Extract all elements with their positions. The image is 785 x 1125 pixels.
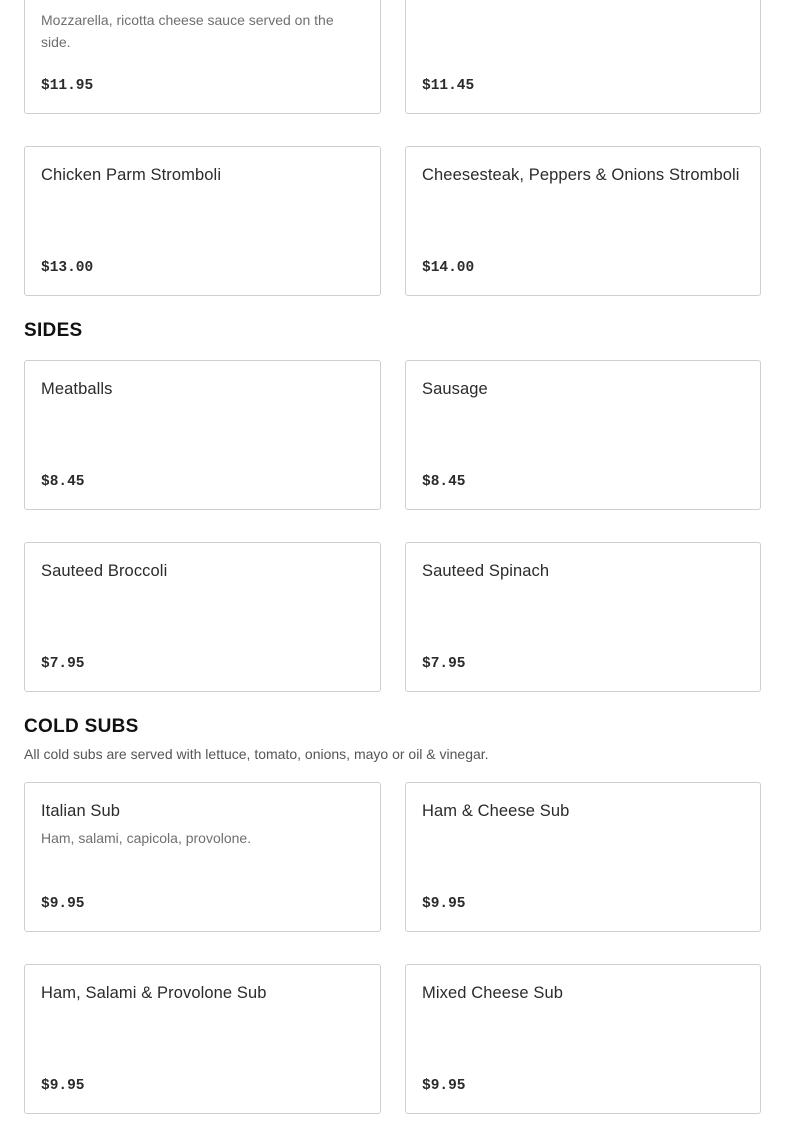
- menu-item-card[interactable]: [24, 964, 381, 1114]
- menu-item-card[interactable]: [24, 542, 381, 692]
- menu-item-card[interactable]: [24, 0, 381, 114]
- item-name: Meatballs: [41, 380, 113, 398]
- item-price: $9.95: [422, 1078, 466, 1094]
- item-price: $8.45: [422, 474, 466, 490]
- menu-item-card[interactable]: [24, 782, 381, 932]
- item-price: $7.95: [41, 656, 85, 672]
- menu-item-card[interactable]: [24, 360, 381, 510]
- item-price: $9.95: [41, 896, 85, 912]
- item-name: Ham & Cheese Sub: [422, 802, 570, 820]
- item-price: $9.95: [41, 1078, 85, 1094]
- item-price: $14.00: [422, 260, 475, 276]
- section-note: All cold subs are served with lettuce, tomato, onions, mayo or oil & vinegar.: [24, 746, 489, 762]
- menu-item-card[interactable]: [405, 0, 761, 114]
- item-name: Ham, Salami & Provolone Sub: [41, 984, 267, 1002]
- menu-item-card[interactable]: [405, 360, 761, 510]
- menu-item-card[interactable]: [405, 782, 761, 932]
- item-name: Cheesesteak, Peppers & Onions Stromboli: [422, 166, 740, 184]
- menu-item-card[interactable]: [405, 542, 761, 692]
- item-name: Mixed Cheese Sub: [422, 984, 564, 1002]
- item-price: $13.00: [41, 260, 94, 276]
- section-title-sides: SIDES: [24, 320, 83, 341]
- item-name: Sauteed Spinach: [422, 562, 550, 580]
- item-description: Mozzarella, ricotta cheese sauce served on the side.: [41, 12, 334, 50]
- item-price: $8.45: [41, 474, 85, 490]
- item-name: Sauteed Broccoli: [41, 562, 168, 580]
- item-name: Chicken Parm Stromboli: [41, 166, 222, 184]
- menu-item-card[interactable]: [405, 146, 761, 296]
- menu-item-card[interactable]: [24, 146, 381, 296]
- item-description: Ham, salami, capicola, provolone.: [41, 830, 252, 846]
- menu-item-card[interactable]: [405, 964, 761, 1114]
- section-title-cold-subs: COLD SUBS: [24, 716, 139, 737]
- item-price: $11.95: [41, 78, 94, 94]
- item-name: Italian Sub: [41, 802, 121, 820]
- item-price: $11.45: [422, 78, 475, 94]
- item-price: $9.95: [422, 896, 466, 912]
- item-price: $7.95: [422, 656, 466, 672]
- item-name: Sausage: [422, 380, 488, 398]
